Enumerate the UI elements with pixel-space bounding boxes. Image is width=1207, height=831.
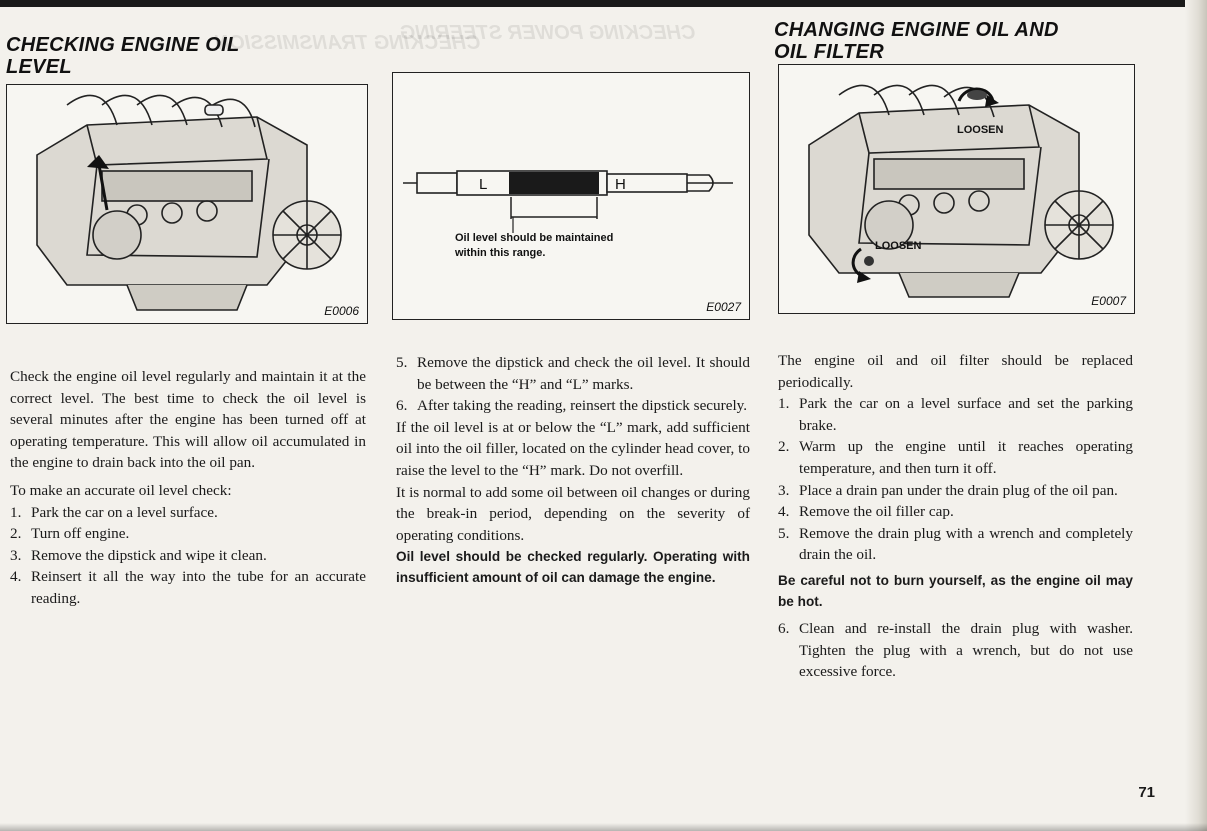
engine-illustration bbox=[7, 85, 367, 323]
loosen-filler-cap-label: LOOSEN bbox=[957, 124, 1004, 136]
list-item: 5. Remove the drain plug with a wrench and completely drain the oil. bbox=[778, 524, 1133, 564]
figure-code: E0027 bbox=[706, 300, 741, 314]
figure-code: E0006 bbox=[324, 304, 359, 318]
heading-line-2: OIL FILTER bbox=[774, 41, 885, 63]
lead-paragraph: To make an accurate oil level check: bbox=[10, 481, 232, 499]
list-item: 4. Remove the oil filler cap. bbox=[778, 503, 954, 521]
page-number: 71 bbox=[1138, 784, 1155, 801]
hot-oil-warning: Be careful not to burn yourself, as the engine oil may be hot. bbox=[778, 572, 1133, 609]
add-oil-paragraph: If the oil level is at or below the “L” mark, add sufficient oil into the oil filler, located on the cylinder head cover, to raise the level to the “H” mark. Do not overfill. bbox=[396, 418, 750, 479]
list-item: 1. Park the car on a level surface. bbox=[10, 503, 218, 521]
filler-cap-arrow-icon bbox=[959, 89, 999, 107]
list-item: 1. Park the car on a level surface and set the parking brake. bbox=[778, 395, 1133, 434]
scan-page-gutter bbox=[1185, 0, 1207, 831]
scan-top-border bbox=[0, 0, 1207, 7]
dipstick-high-mark: H bbox=[615, 176, 626, 193]
heading-line-1: CHECKING ENGINE OIL bbox=[6, 34, 240, 56]
loosen-drain-plug-label: LOOSEN bbox=[875, 240, 922, 252]
heading-checking-engine-oil-level bbox=[6, 34, 240, 78]
list-item: 2. Turn off engine. bbox=[10, 525, 130, 543]
caption-line-1: Oil level should be maintained bbox=[455, 232, 614, 244]
list-item: 6. Clean and re-install the drain plug with washer. Tighten the plug with a wrench, but do not use excessive force. bbox=[778, 619, 1133, 681]
figure-code: E0007 bbox=[1091, 294, 1126, 308]
oil-level-warning: Oil level should be checked regularly. Operating with insufficient amount of oil can damage the engine. bbox=[396, 549, 750, 586]
list-item: 5. Remove the dipstick and check the oil level. It should be between the “H” and “L” marks. bbox=[396, 354, 750, 393]
bleed-through-ghost-text: CHECKING TRANSMISSION bbox=[215, 32, 481, 54]
intro-paragraph: The engine oil and oil filter should be replaced periodically. bbox=[778, 352, 1133, 391]
heading-line-1: CHANGING ENGINE OIL AND bbox=[774, 19, 1059, 41]
figure-dipstick-range bbox=[392, 72, 750, 320]
caption-line-2: within this range. bbox=[455, 247, 546, 259]
reading-steps-list bbox=[396, 352, 750, 417]
list-item: 3. Place a drain pan under the drain plug of the oil pan. bbox=[778, 481, 1118, 499]
list-item: 6. After taking the reading, reinsert the dipstick securely. bbox=[396, 397, 748, 415]
bleed-through-ghost-text: CHECKING POWER STEERING bbox=[400, 22, 696, 44]
check-steps-list bbox=[10, 502, 366, 610]
oil-range-band bbox=[509, 172, 599, 194]
change-steps-list-continued bbox=[778, 618, 1133, 683]
column-dipstick-reading bbox=[396, 352, 750, 588]
list-item: 4. Reinsert it all the way into the tube for an accurate reading. bbox=[10, 568, 366, 607]
list-item: 3. Remove the dipstick and wipe it clean. bbox=[10, 546, 267, 564]
intro-paragraph: Check the engine oil level regularly and maintain it at the correct level. The best time to check the oil level is several minutes after the engine has been turned off at operating temperature. This will allow oil accumulated in the engine to drain back into the oil pan. bbox=[10, 368, 366, 472]
figure-engine-drain bbox=[778, 64, 1135, 314]
dipstick-illustration bbox=[393, 73, 749, 319]
column-change-oil bbox=[778, 350, 1133, 683]
figure-engine-dipstick bbox=[6, 84, 368, 324]
column-check-oil-level bbox=[10, 366, 366, 610]
heading-changing-engine-oil bbox=[774, 19, 1059, 63]
engine-drain-illustration bbox=[779, 65, 1134, 313]
list-item: 2. Warm up the engine until it reaches operating temperature, and then turn it off. bbox=[778, 438, 1133, 477]
dipstick-low-mark: L bbox=[479, 176, 488, 193]
dipstick-caption bbox=[455, 231, 613, 261]
change-steps-list bbox=[778, 393, 1133, 566]
normal-consumption-paragraph: It is normal to add some oil between oil changes or during the break-in period, depending on the severity of operating conditions. bbox=[396, 483, 750, 544]
scan-bottom-shadow bbox=[0, 823, 1207, 831]
heading-line-2: LEVEL bbox=[6, 56, 72, 78]
